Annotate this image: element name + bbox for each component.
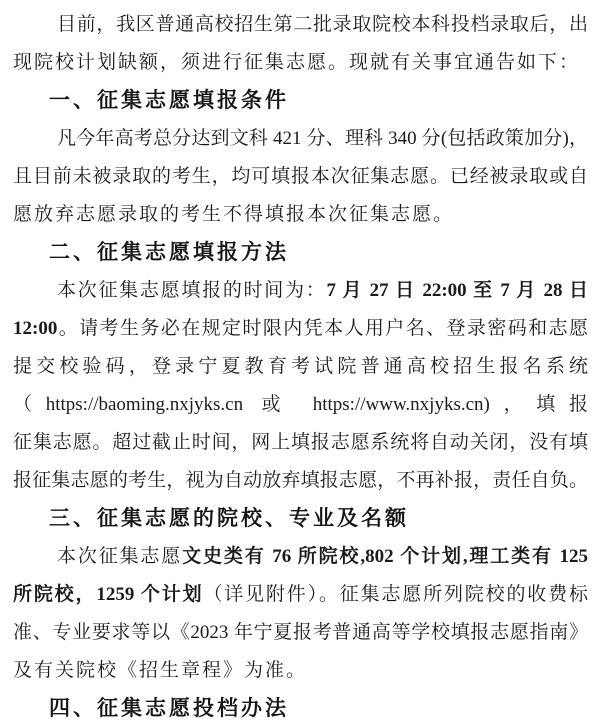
text-line xyxy=(13,196,588,234)
text-line xyxy=(13,6,588,44)
text-segment: 文史类有 76 所院校,802 个计划,理工类有 125 xyxy=(182,546,588,567)
text-line xyxy=(13,348,588,386)
text-segment: 目前，我区普通高校招生第二批录取院校本科投档录取后，出 xyxy=(57,14,588,35)
text-segment: 凡今年高考总分达到文科 421 分、理科 340 分(包括政策加分)， xyxy=(57,128,588,149)
text-segment: （详见附件）。征集志愿所列院校的收费标 xyxy=(203,584,588,605)
text-line xyxy=(13,310,588,348)
text-line xyxy=(13,462,588,500)
text-line xyxy=(13,538,588,576)
text-segment: 三、征集志愿的院校、专业及名额 xyxy=(49,507,409,530)
section-heading xyxy=(13,82,588,120)
text-line xyxy=(13,386,588,424)
text-segment: 现院校计划缺额，须进行征集志愿。现就有关事宜通告如下： xyxy=(13,52,581,73)
text-segment: 提交校验码，登录宁夏教育考试院普通高校招生报名系统 xyxy=(13,356,588,377)
section-heading xyxy=(13,690,588,726)
text-line xyxy=(13,576,588,614)
text-line xyxy=(13,424,588,462)
text-segment: 愿放弃志愿录取的考生不得填报本次征集志愿。 xyxy=(13,204,455,225)
text-segment: 所院校，1259 个计划 xyxy=(13,584,204,605)
text-segment: 一、征集志愿填报条件 xyxy=(49,89,289,112)
text-line xyxy=(13,120,588,158)
text-segment: 本次征集志愿填报的时间为： xyxy=(57,280,327,301)
section-heading xyxy=(13,500,588,538)
section-heading xyxy=(13,234,588,272)
text-segment: 。请考生务必在规定时限内凭本人用户名、登录密码和志愿 xyxy=(57,318,588,339)
text-line xyxy=(13,272,588,310)
text-segment: （https://baoming.nxjyks.cn 或 https://www.nxjyks.cn)，填报 xyxy=(13,394,588,415)
text-segment: 准、专业要求等以《2023 年宁夏报考普通高等学校填报志愿指南》 xyxy=(13,622,588,643)
text-segment: 7 月 27 日 22:00 至 7 月 28 日 xyxy=(326,280,588,301)
text-line xyxy=(13,652,588,690)
text-segment: 12:00 xyxy=(13,318,58,339)
text-segment: 报征集志愿的考生，视为自动放弃填报志愿，不再补报，责任自负。 xyxy=(13,470,588,491)
text-segment: 本次征集志愿 xyxy=(57,546,183,567)
text-line xyxy=(13,158,588,196)
text-segment: 二、征集志愿填报方法 xyxy=(49,241,289,264)
text-line xyxy=(13,44,588,82)
text-segment: 及有关院校《招生章程》为准。 xyxy=(13,660,308,681)
text-segment: 四、征集志愿投档办法 xyxy=(49,697,289,720)
text-line xyxy=(13,614,588,652)
document-body xyxy=(13,6,588,726)
text-segment: 且目前未被录取的考生，均可填报本次征集志愿。已经被录取或自 xyxy=(13,166,588,187)
text-segment: 征集志愿。超过截止时间，网上填报志愿系统将自动关闭，没有填 xyxy=(13,432,588,453)
